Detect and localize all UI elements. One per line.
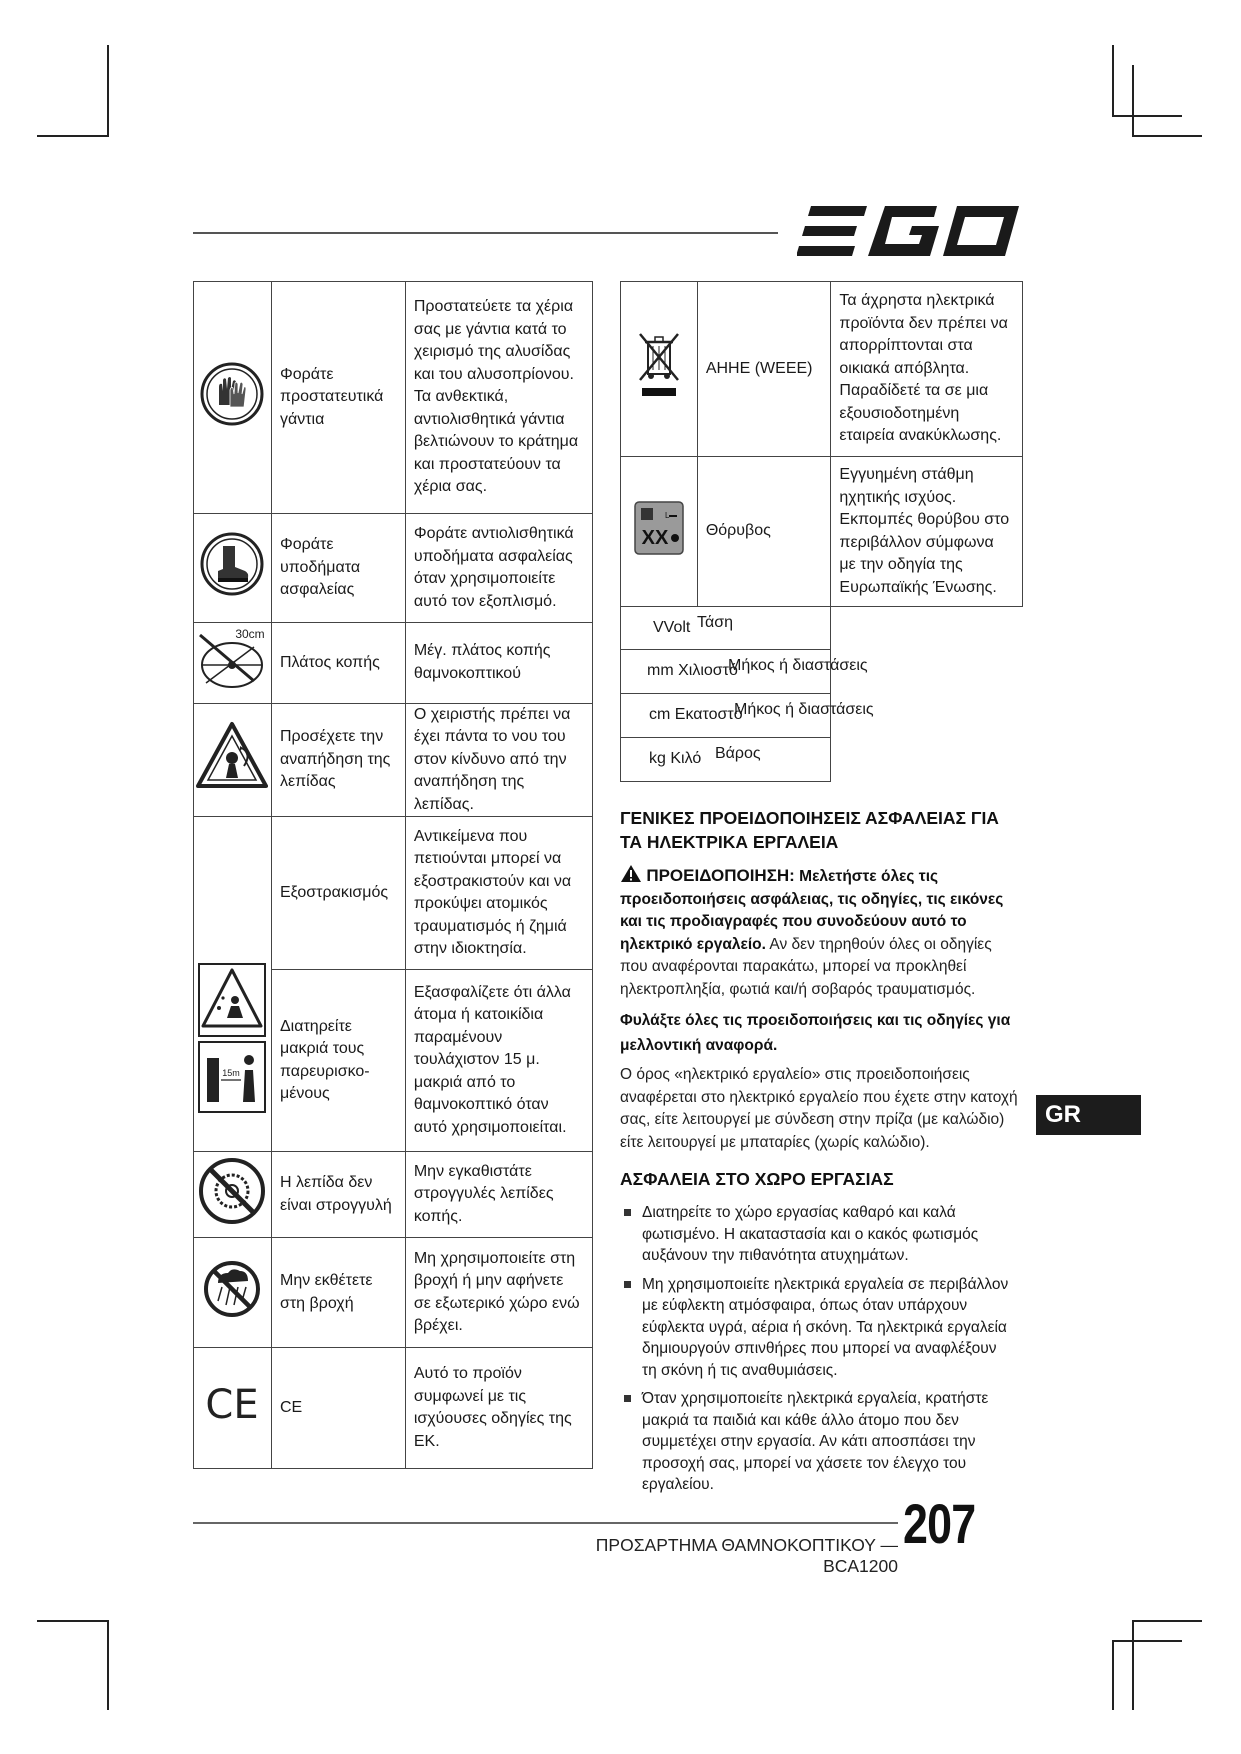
symbol-description: Αντικείμενα που πετιούνται μπορεί να εξοστρακιστούν και να προκύψει ατομικός τραυματισμός ή ζημιά στην ιδιοκτησία. [405,817,592,970]
icon-cell [194,817,272,1152]
crop-mark [1112,45,1114,117]
symbol-name: Πλάτος κοπής [271,623,405,704]
crop-mark [1132,1620,1202,1622]
symbol-name: Φοράτε υποδήματα ασφαλείας [271,514,405,623]
work-area-list [620,1202,1014,1503]
unit-symbol: cm [649,706,671,724]
cutting-width-icon [194,623,270,695]
unit-meaning-label: Μήκος ή διαστάσεις [734,701,874,718]
weee-crossed-bin-icon [634,330,684,400]
icon-cell [194,1348,272,1469]
thrown-objects-warning-icon [197,962,267,1116]
unit-name: Χιλιοστό [678,662,738,680]
icon-cell [621,457,698,607]
crop-mark [1112,115,1182,117]
symbol-description: Μη χρησιμοποιείτε στη βροχή ή μην αφήνετε σε εξωτερικό χώρο ενώ βρέχει. [405,1238,592,1348]
unit-symbol: V [653,618,664,636]
unit-symbol: kg [649,750,666,768]
symbol-name: Η λεπίδα δεν είναι στρογγυλή [271,1152,405,1238]
cutting-width-label: 30cm [235,627,266,641]
warning-paragraph [620,864,1020,1001]
table-row [194,282,593,514]
symbol-description: Μέγ. πλάτος κοπής θαμνοκοπτικού [405,623,592,704]
icon-cell [194,623,272,704]
symbol-name: Εξοστρακισμός [271,817,405,970]
icon-cell [194,514,272,623]
ego-logo [797,204,1021,260]
symbols-table-left [193,281,593,1469]
unit-meaning-label: Βάρος [715,745,761,762]
symbol-name: Θόρυβος [697,457,831,607]
warning-bold-text: Μελετήστε όλες τις προειδοποιήσεις ασφάλειας, τις οδηγίες, τις εικόνες και τις προδιαγραφές που συνοδεύουν αυτό το ηλεκτρικό εργαλείο. [620,868,1004,953]
table-row [621,282,1023,457]
crop-mark [1132,65,1134,137]
no-circular-blade-icon [197,1156,267,1226]
list-item: Διατηρείτε το χώρο εργασίας καθαρό και καλά φωτισμένο. Η ακαταστασία και ο κακός φωτισμός αυξάνουν την πιθανότητα ατυχημάτων. [620,1202,1014,1267]
icon-cell [194,1238,272,1348]
term-definition: Ο όρος «ηλεκτρικό εργαλείο» στις προειδοποιήσεις αναφέρεται στο ηλεκτρικό εργαλείο που έχετε στην κατοχή σας, είτε λειτουργεί με σύνδεση στην πρίζα (με καλώδιο) είτε λειτουργεί με μπαταρίες (χωρίς καλώδιο). [620,1066,1018,1151]
warning-triangle-icon [620,864,642,883]
unit-name: Εκατοστό [674,706,743,724]
table-row [194,703,593,817]
unit-name: Κιλό [670,750,702,768]
symbol-description: Αυτό το προϊόν συμφωνεί με τις ισχύουσες οδηγίες της ΕΚ. [405,1348,592,1469]
symbol-name: Προσέχετε την αναπήδηση της λεπίδας [271,703,405,817]
crop-mark [107,1620,109,1710]
unit-meaning-label: Τάση [697,614,734,631]
warning-label: ΠΡΟΕΙΔΟΠΟΙΗΣΗ: [646,866,795,885]
save-instructions [620,1008,1020,1058]
crop-mark [1132,1620,1134,1710]
blade-thrust-warning-icon [196,720,268,792]
icon-cell [194,282,272,514]
noise-level-icon [633,500,685,556]
symbol-name: CE [271,1348,405,1469]
symbol-description: Ο χειριστής πρέπει να έχει πάντα το νου του στον κίνδυνο από την αναπήδηση της λεπίδας. [405,703,592,817]
save-instructions-text: Φυλάξτε όλες τις προειδοποιήσεις και τις οδηγίες για μελλοντική αναφορά. [620,1012,1011,1054]
symbol-description: Εξασφαλίζετε ότι άλλα άτομα ή κατοικίδια παραμένουν τουλάχιστον 15 μ. μακριά από το θαμνοκοπτικό όταν αυτό χρησιμοποιείται. [405,970,592,1152]
ce-mark-text: CE [205,1382,260,1427]
symbol-description: Τα άχρηστα ηλεκτρικά προϊόντα δεν πρέπει να απορρίπτονται στα οικιακά απόβλητα. Παραδίδετέ τα σε μια εξουσιοδοτημένη εταιρεία ανακύκλωσης. [831,282,1023,457]
unit-name: Volt [663,618,691,636]
footer-rule [193,1522,898,1524]
work-area-heading: ΑΣΦΑΛΕΙΑ ΣΤΟ ΧΩΡΟ ΕΡΓΑΣΙΑΣ [620,1169,894,1189]
table-row [194,1152,593,1238]
table-row [194,1238,593,1348]
crop-mark [1132,135,1202,137]
symbol-name: Διατηρείτε μακριά τους παρευρισκο-μένους [271,970,405,1152]
symbol-name: Φοράτε προστατευτικά γάντια [271,282,405,514]
ce-mark-icon [202,1382,262,1426]
symbol-description: Μην εγκαθιστάτε στρογγυλές λεπίδες κοπής. [405,1152,592,1238]
symbol-name: Μην εκθέτετε στη βροχή [271,1238,405,1348]
table-row [194,1348,593,1469]
page-number: 207 [903,1492,976,1555]
icon-cell [621,282,698,457]
crop-mark [1112,1640,1114,1710]
safety-boots-icon [199,531,265,597]
symbol-description: Προστατεύετε τα χέρια σας με γάντια κατά το χειρισμό της αλυσίδας και του αλυσοπρίονου. Τα ανθεκτικά, αντιολισθητικά γάντια βελτιώνουν το κράτημα και προστατεύουν τα χέρια σας. [405,282,592,514]
table-row [621,607,1023,650]
symbol-description: Φοράτε αντιολισθητικά υποδήματα ασφαλείας όταν χρησιμοποιείτε αυτό τον εξοπλισμό. [405,514,592,623]
unit-symbol: mm [647,662,674,680]
table-row [194,817,593,970]
unit-meaning-label: Μήκος ή διαστάσεις [728,657,868,674]
footer-title: ΠΡΟΣΑΡΤΗΜΑ ΘΑΜΝΟΚΟΠΤΙΚΟΥ — BCA1200 [595,1535,898,1576]
crop-mark [37,135,109,137]
table-row [621,738,1023,782]
symbol-description: Εγγυημένη στάθμη ηχητικής ισχύος. Εκπομπές θορύβου στο περιβάλλον σύμφωνα με την οδηγία της Ευρωπαϊκής Ένωσης. [831,457,1023,607]
no-rain-icon [202,1259,262,1319]
language-tab: GR [1036,1095,1141,1135]
general-warnings-heading: ΓΕΝΙΚΕΣ ΠΡΟΕΙΔΟΠΟΙΗΣΕΙΣ ΑΣΦΑΛΕΙΑΣ ΓΙΑ ΤΑ ΗΛΕΚΤΡΙΚΑ ΕΡΓΑΛΕΙΑ [620,808,999,852]
crop-mark [37,1620,109,1622]
icon-cell [194,703,272,817]
table-row [621,457,1023,607]
list-item: Όταν χρησιμοποιείτε ηλεκτρικά εργαλεία, κρατήστε μακριά τα παιδιά και κάθε άλλο άτομο που δεν συμμετέχει στην εργασία. Αν κάτι αποσπάσει την προσοχή σας, μπορεί να χάσετε τον έλεγχο του εργαλείου. [620,1388,1014,1496]
header-rule [193,232,778,234]
table-row [194,623,593,704]
gloves-icon [199,361,265,427]
symbol-name: ΑΗΗΕ (WEEE) [697,282,831,457]
crop-mark [1112,1640,1182,1642]
distance-label: 15m [222,1068,241,1078]
noise-level-value: XX [641,526,669,549]
table-row [194,514,593,623]
svg-text:L: L [664,510,670,520]
icon-cell [194,1152,272,1238]
crop-mark [107,45,109,137]
warning-text: Αν δεν τηρηθούν όλες οι οδηγίες που αναφέρονται παρακάτω, μπορεί να προκληθεί ηλεκτροπληξία, φωτιά και/ή σοβαρός τραυματισμός. [620,935,992,998]
list-item: Μη χρησιμοποιείτε ηλεκτρικά εργαλεία σε περιβάλλον με εύφλεκτη ατμόσφαιρα, όπως όταν υπάρχουν εύφλεκτα υγρά, αέρια ή σκόνη. Τα ηλεκτρικά εργαλεία δημιουργούν σπινθήρες που μπορεί να αναφλέξουν τη σκόνη ή τις αναθυμιάσεις. [620,1274,1014,1382]
